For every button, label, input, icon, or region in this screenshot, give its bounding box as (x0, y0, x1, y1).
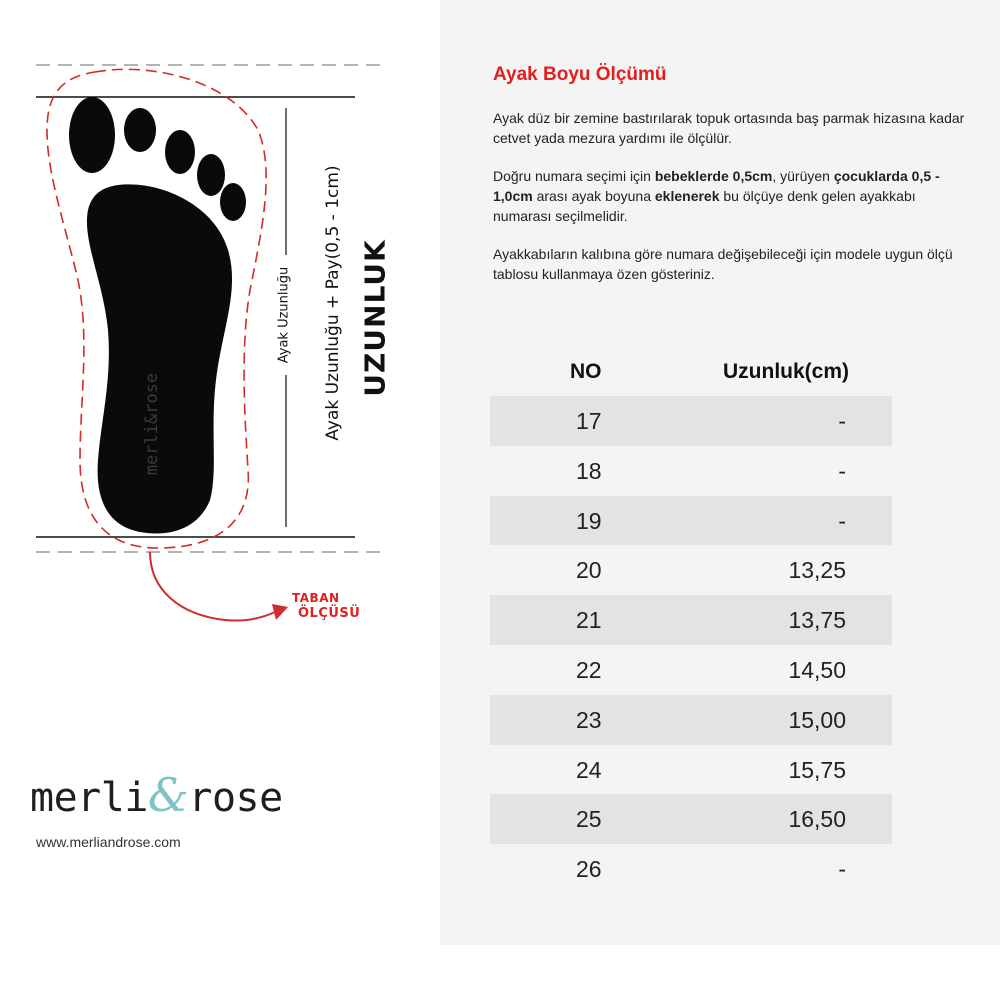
toe-3 (165, 130, 195, 174)
info-title: Ayak Boyu Ölçümü (493, 64, 667, 85)
cell-length: 13,75 (788, 607, 846, 634)
table-row (490, 695, 892, 745)
p2-text-e: arası ayak boyuna (532, 188, 655, 204)
cell-no: 20 (576, 557, 602, 584)
cell-no: 24 (576, 756, 602, 783)
header-no: NO (570, 360, 602, 383)
uzunluk-label: UZUNLUK (358, 239, 392, 397)
table-row (490, 396, 892, 446)
taban-line-1: TABAN (292, 591, 340, 605)
info-paragraph-2 (493, 166, 973, 226)
taban-line-2: ÖLÇÜSÜ (298, 606, 361, 621)
size-table (490, 352, 892, 894)
cell-length: - (838, 408, 846, 434)
table-row (490, 844, 892, 894)
foot-brand-watermark: merli&rose (142, 372, 162, 476)
cell-no: 22 (576, 656, 602, 683)
cell-no: 21 (576, 607, 602, 634)
cell-no: 17 (576, 408, 602, 434)
table-row (490, 794, 892, 844)
ayak-uzunlugu-label: Ayak Uzunluğu (276, 266, 292, 364)
table-row (490, 645, 892, 695)
header-length: Uzunluk(cm) (723, 360, 849, 383)
p2-text-a: Doğru numara seçimi için (493, 168, 655, 184)
cell-length: 15,00 (788, 706, 846, 733)
brand-name-part2: rose (188, 775, 283, 821)
table-row (490, 595, 892, 645)
cell-length: - (838, 856, 846, 883)
p2-bold-bebek: bebeklerde 0,5cm (654, 168, 773, 184)
toe-2 (124, 108, 156, 152)
table-row (490, 496, 892, 546)
cell-no: 19 (576, 507, 602, 534)
cell-length: 15,75 (788, 756, 846, 783)
toe-5 (220, 183, 246, 221)
brand-ampersand: & (147, 768, 189, 822)
taban-arrow (150, 552, 275, 621)
toe-4 (197, 154, 225, 196)
table-row (490, 545, 892, 595)
brand-url[interactable]: www.merliandrose.com (36, 834, 181, 850)
p2-text-g: bu ölçüye denk gelen ayakkabı numarası seçilmelidir. (493, 188, 916, 224)
p2-text-c: , yürüyen (772, 168, 834, 184)
info-paragraph-1: Ayak düz bir zemine bastırılarak topuk ortasında baş parmak hizasına kadar cetvet yada mezura yardımı ile ölçülür. (493, 110, 965, 146)
cell-no: 26 (576, 856, 602, 883)
cell-no: 23 (576, 706, 602, 733)
foot-sole (87, 184, 232, 533)
p2-bold-eklenerek: eklenerek (654, 188, 720, 204)
big-toe (69, 97, 115, 173)
cell-no: 18 (576, 457, 602, 484)
table-row (490, 745, 892, 795)
taban-olcusu-label (292, 590, 360, 622)
taban-arrow-head (272, 604, 288, 620)
cell-no: 25 (576, 806, 602, 833)
cell-length: 14,50 (788, 656, 846, 683)
p2-bold-cocuk: çocuklarda 0,5 - 1,0cm (493, 168, 940, 204)
size-table-header (490, 352, 892, 396)
cell-length: 13,25 (788, 557, 846, 584)
cell-length: - (838, 457, 846, 484)
cell-length: - (838, 507, 846, 534)
pay-label: Ayak Uzunluğu + Pay(0,5 - 1cm) (323, 165, 343, 441)
brand-name-part1: merli (30, 775, 148, 821)
cell-length: 16,50 (788, 806, 846, 833)
brand-logo (30, 768, 283, 822)
left-panel (0, 0, 440, 1000)
info-paragraph-3: Ayakkabıların kalıbına göre numara değişebileceği için modele uygun ölçü tablosu kullanmaya özen gösteriniz. (493, 246, 953, 282)
table-row (490, 446, 892, 496)
